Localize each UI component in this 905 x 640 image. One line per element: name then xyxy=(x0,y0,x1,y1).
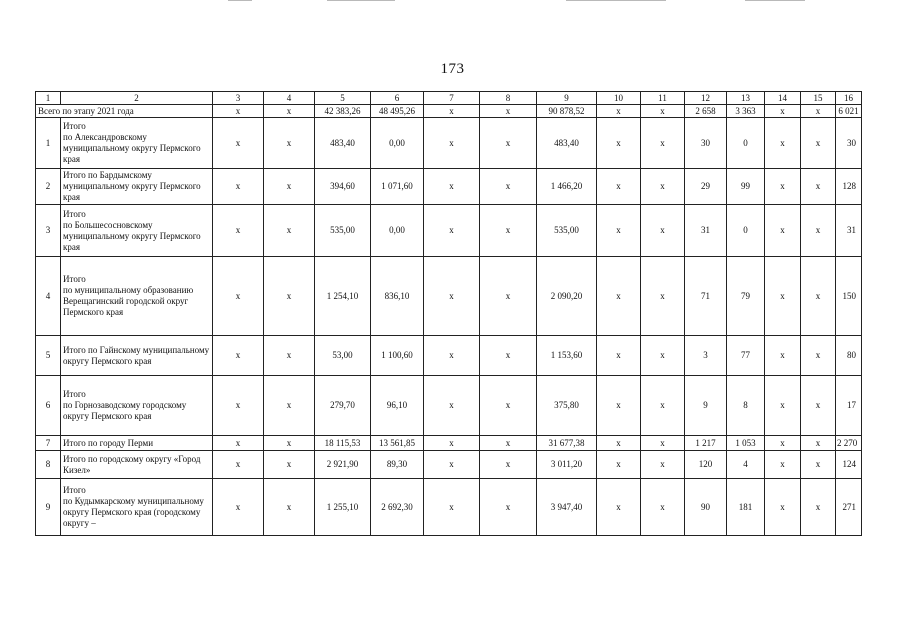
table-cell: 4 xyxy=(727,451,765,479)
table-cell: х xyxy=(801,118,836,169)
total-cell: х xyxy=(801,105,836,118)
row-name: Итого по Гайнскому муниципальному округу Пермского края xyxy=(61,336,213,376)
table-cell: 535,00 xyxy=(315,205,371,257)
table-cell: х xyxy=(264,257,315,336)
table-cell: 90 xyxy=(685,479,727,536)
table-cell: 31 677,38 xyxy=(537,436,597,451)
table-cell: 17 xyxy=(836,376,862,436)
total-cell: 3 363 xyxy=(727,105,765,118)
table-cell: 0,00 xyxy=(371,118,424,169)
table-cell: х xyxy=(597,336,641,376)
scan-edge-line xyxy=(327,0,395,1)
table-cell: 96,10 xyxy=(371,376,424,436)
table-cell: х xyxy=(597,451,641,479)
table-cell: х xyxy=(480,376,537,436)
table-cell: х xyxy=(480,118,537,169)
total-cell: х xyxy=(480,105,537,118)
table-cell: х xyxy=(480,336,537,376)
table-cell: 2 090,20 xyxy=(537,257,597,336)
row-name: Итого по городу Перми xyxy=(61,436,213,451)
table-row xyxy=(36,376,862,436)
table-cell: х xyxy=(765,169,801,205)
table-cell: х xyxy=(213,336,264,376)
table-cell: 3 011,20 xyxy=(537,451,597,479)
total-cell: 6 021 xyxy=(836,105,862,118)
table-cell: х xyxy=(264,169,315,205)
total-cell: х xyxy=(264,105,315,118)
column-header: 16 xyxy=(836,92,862,105)
column-header: 7 xyxy=(424,92,480,105)
table-cell: х xyxy=(480,169,537,205)
table-cell: 124 xyxy=(836,451,862,479)
table-cell: х xyxy=(424,169,480,205)
table-cell: 0 xyxy=(727,205,765,257)
table-cell: х xyxy=(264,479,315,536)
table-cell: х xyxy=(264,118,315,169)
table-cell: 483,40 xyxy=(315,118,371,169)
table-cell: х xyxy=(597,376,641,436)
table-cell: х xyxy=(641,376,685,436)
total-cell: х xyxy=(765,105,801,118)
table-cell: х xyxy=(801,436,836,451)
table-cell: х xyxy=(424,451,480,479)
table-cell: х xyxy=(213,436,264,451)
table-cell: х xyxy=(641,436,685,451)
table-row xyxy=(36,336,862,376)
table-cell: х xyxy=(424,257,480,336)
table-cell: 0,00 xyxy=(371,205,424,257)
column-header: 11 xyxy=(641,92,685,105)
table-cell: 0 xyxy=(727,118,765,169)
row-name: Итого по городскому округу «Город Кизел» xyxy=(61,451,213,479)
column-header: 14 xyxy=(765,92,801,105)
table-cell: х xyxy=(213,205,264,257)
table-cell: 150 xyxy=(836,257,862,336)
table-cell: 2 692,30 xyxy=(371,479,424,536)
table-cell: х xyxy=(641,205,685,257)
table-cell: х xyxy=(597,118,641,169)
scan-edge-line xyxy=(566,0,666,1)
table-cell: 53,00 xyxy=(315,336,371,376)
table-cell: х xyxy=(264,451,315,479)
table-cell: х xyxy=(264,376,315,436)
table-cell: 394,60 xyxy=(315,169,371,205)
row-name: Итого по Александровскому муниципальному округу Пермского края xyxy=(61,118,213,169)
table-cell: 271 xyxy=(836,479,862,536)
table-cell: х xyxy=(480,205,537,257)
total-cell: 2 658 xyxy=(685,105,727,118)
table-cell: х xyxy=(801,205,836,257)
table-row xyxy=(36,169,862,205)
table-cell: х xyxy=(480,436,537,451)
table-cell: 375,80 xyxy=(537,376,597,436)
table-cell: х xyxy=(597,257,641,336)
column-header: 2 xyxy=(61,92,213,105)
table-cell: х xyxy=(213,376,264,436)
table-cell: х xyxy=(480,479,537,536)
table-cell: 483,40 xyxy=(537,118,597,169)
row-number: 2 xyxy=(36,169,61,205)
row-number: 9 xyxy=(36,479,61,536)
table-cell: х xyxy=(480,257,537,336)
table-cell: х xyxy=(765,257,801,336)
table-cell: 77 xyxy=(727,336,765,376)
table-cell: 1 153,60 xyxy=(537,336,597,376)
table-cell: 1 217 xyxy=(685,436,727,451)
table-cell: х xyxy=(641,118,685,169)
row-number: 5 xyxy=(36,336,61,376)
row-name: Итого по Кудымкарскому муниципальному округу Пермского края (городскому округу – xyxy=(61,479,213,536)
table-cell: 89,30 xyxy=(371,451,424,479)
table-cell: 29 xyxy=(685,169,727,205)
table-cell: 71 xyxy=(685,257,727,336)
table-cell: х xyxy=(213,257,264,336)
row-name: Итого по Большесосновскому муниципальному округу Пермского края xyxy=(61,205,213,257)
table-cell: 1 100,60 xyxy=(371,336,424,376)
table-cell: х xyxy=(641,257,685,336)
row-number: 1 xyxy=(36,118,61,169)
table-cell: х xyxy=(801,376,836,436)
row-number: 6 xyxy=(36,376,61,436)
table-cell: 13 561,85 xyxy=(371,436,424,451)
table-cell: 2 921,90 xyxy=(315,451,371,479)
total-row-label: Всего по этапу 2021 года xyxy=(36,105,213,118)
table-cell: х xyxy=(597,169,641,205)
table-cell: 80 xyxy=(836,336,862,376)
table-cell: х xyxy=(480,451,537,479)
table-cell: х xyxy=(765,336,801,376)
total-cell: 42 383,26 xyxy=(315,105,371,118)
column-header: 6 xyxy=(371,92,424,105)
table-cell: х xyxy=(765,376,801,436)
column-header: 13 xyxy=(727,92,765,105)
table-row xyxy=(36,257,862,336)
row-name: Итого по муниципальному образованию Верещагинский городской округ Пермского края xyxy=(61,257,213,336)
table-cell: х xyxy=(801,257,836,336)
table-row xyxy=(36,118,862,169)
table-cell: 3 xyxy=(685,336,727,376)
table-cell: х xyxy=(765,436,801,451)
column-header: 5 xyxy=(315,92,371,105)
table-cell: х xyxy=(597,436,641,451)
table-cell: 1 466,20 xyxy=(537,169,597,205)
table-cell: х xyxy=(264,205,315,257)
table-cell: х xyxy=(801,451,836,479)
total-cell: х xyxy=(424,105,480,118)
table-cell: х xyxy=(424,336,480,376)
table-cell: х xyxy=(213,479,264,536)
table-cell: 31 xyxy=(685,205,727,257)
row-number: 8 xyxy=(36,451,61,479)
table-row xyxy=(36,479,862,536)
table-cell: х xyxy=(765,205,801,257)
table-cell: 30 xyxy=(836,118,862,169)
table-cell: х xyxy=(641,169,685,205)
table-cell: х xyxy=(641,451,685,479)
table-cell: 535,00 xyxy=(537,205,597,257)
total-cell: х xyxy=(641,105,685,118)
table-cell: х xyxy=(765,479,801,536)
row-number: 3 xyxy=(36,205,61,257)
table-cell: 1 254,10 xyxy=(315,257,371,336)
page-number: 173 xyxy=(440,61,465,77)
total-cell: 90 878,52 xyxy=(537,105,597,118)
scan-edge-line xyxy=(228,0,252,1)
table-cell: х xyxy=(424,118,480,169)
table-cell: х xyxy=(213,169,264,205)
total-cell: х xyxy=(213,105,264,118)
table-cell: х xyxy=(641,336,685,376)
column-header: 9 xyxy=(537,92,597,105)
table-row xyxy=(36,436,862,451)
header-row xyxy=(36,92,862,105)
column-header: 15 xyxy=(801,92,836,105)
table-cell: 120 xyxy=(685,451,727,479)
data-table xyxy=(35,91,862,536)
scan-edge-line xyxy=(745,0,805,1)
table-cell: 9 xyxy=(685,376,727,436)
column-header: 12 xyxy=(685,92,727,105)
total-cell: х xyxy=(597,105,641,118)
column-header: 4 xyxy=(264,92,315,105)
table-cell: 128 xyxy=(836,169,862,205)
column-header: 10 xyxy=(597,92,641,105)
column-header: 1 xyxy=(36,92,61,105)
table-cell: х xyxy=(424,376,480,436)
table-cell: х xyxy=(801,479,836,536)
table-cell: 31 xyxy=(836,205,862,257)
table-cell: х xyxy=(597,479,641,536)
table-row xyxy=(36,451,862,479)
row-name: Итого по Горнозаводскому городскому округу Пермского края xyxy=(61,376,213,436)
table-cell: х xyxy=(213,118,264,169)
table-cell: х xyxy=(264,336,315,376)
table-cell: 18 115,53 xyxy=(315,436,371,451)
table-row xyxy=(36,205,862,257)
row-number: 7 xyxy=(36,436,61,451)
table-cell: х xyxy=(765,118,801,169)
row-name: Итого по Бардымскому муниципальному округу Пермского края xyxy=(61,169,213,205)
table-cell: 181 xyxy=(727,479,765,536)
table-cell: 1 071,60 xyxy=(371,169,424,205)
table-cell: х xyxy=(801,336,836,376)
table-cell: х xyxy=(765,451,801,479)
table-cell: х xyxy=(641,479,685,536)
table-cell: х xyxy=(424,479,480,536)
table-cell: х xyxy=(264,436,315,451)
table-cell: 1 053 xyxy=(727,436,765,451)
column-header: 3 xyxy=(213,92,264,105)
column-header: 8 xyxy=(480,92,537,105)
table-cell: х xyxy=(801,169,836,205)
table-cell: 3 947,40 xyxy=(537,479,597,536)
table-cell: 79 xyxy=(727,257,765,336)
table-cell: 1 255,10 xyxy=(315,479,371,536)
total-cell: 48 495,26 xyxy=(371,105,424,118)
table-cell: х xyxy=(597,205,641,257)
table-cell: х xyxy=(424,436,480,451)
table-cell: х xyxy=(213,451,264,479)
table-cell: 99 xyxy=(727,169,765,205)
table-cell: 279,70 xyxy=(315,376,371,436)
total-row xyxy=(36,105,862,118)
table-cell: х xyxy=(424,205,480,257)
row-number: 4 xyxy=(36,257,61,336)
table-cell: 30 xyxy=(685,118,727,169)
table-cell: 2 270 xyxy=(836,436,862,451)
table-cell: 8 xyxy=(727,376,765,436)
table-cell: 836,10 xyxy=(371,257,424,336)
